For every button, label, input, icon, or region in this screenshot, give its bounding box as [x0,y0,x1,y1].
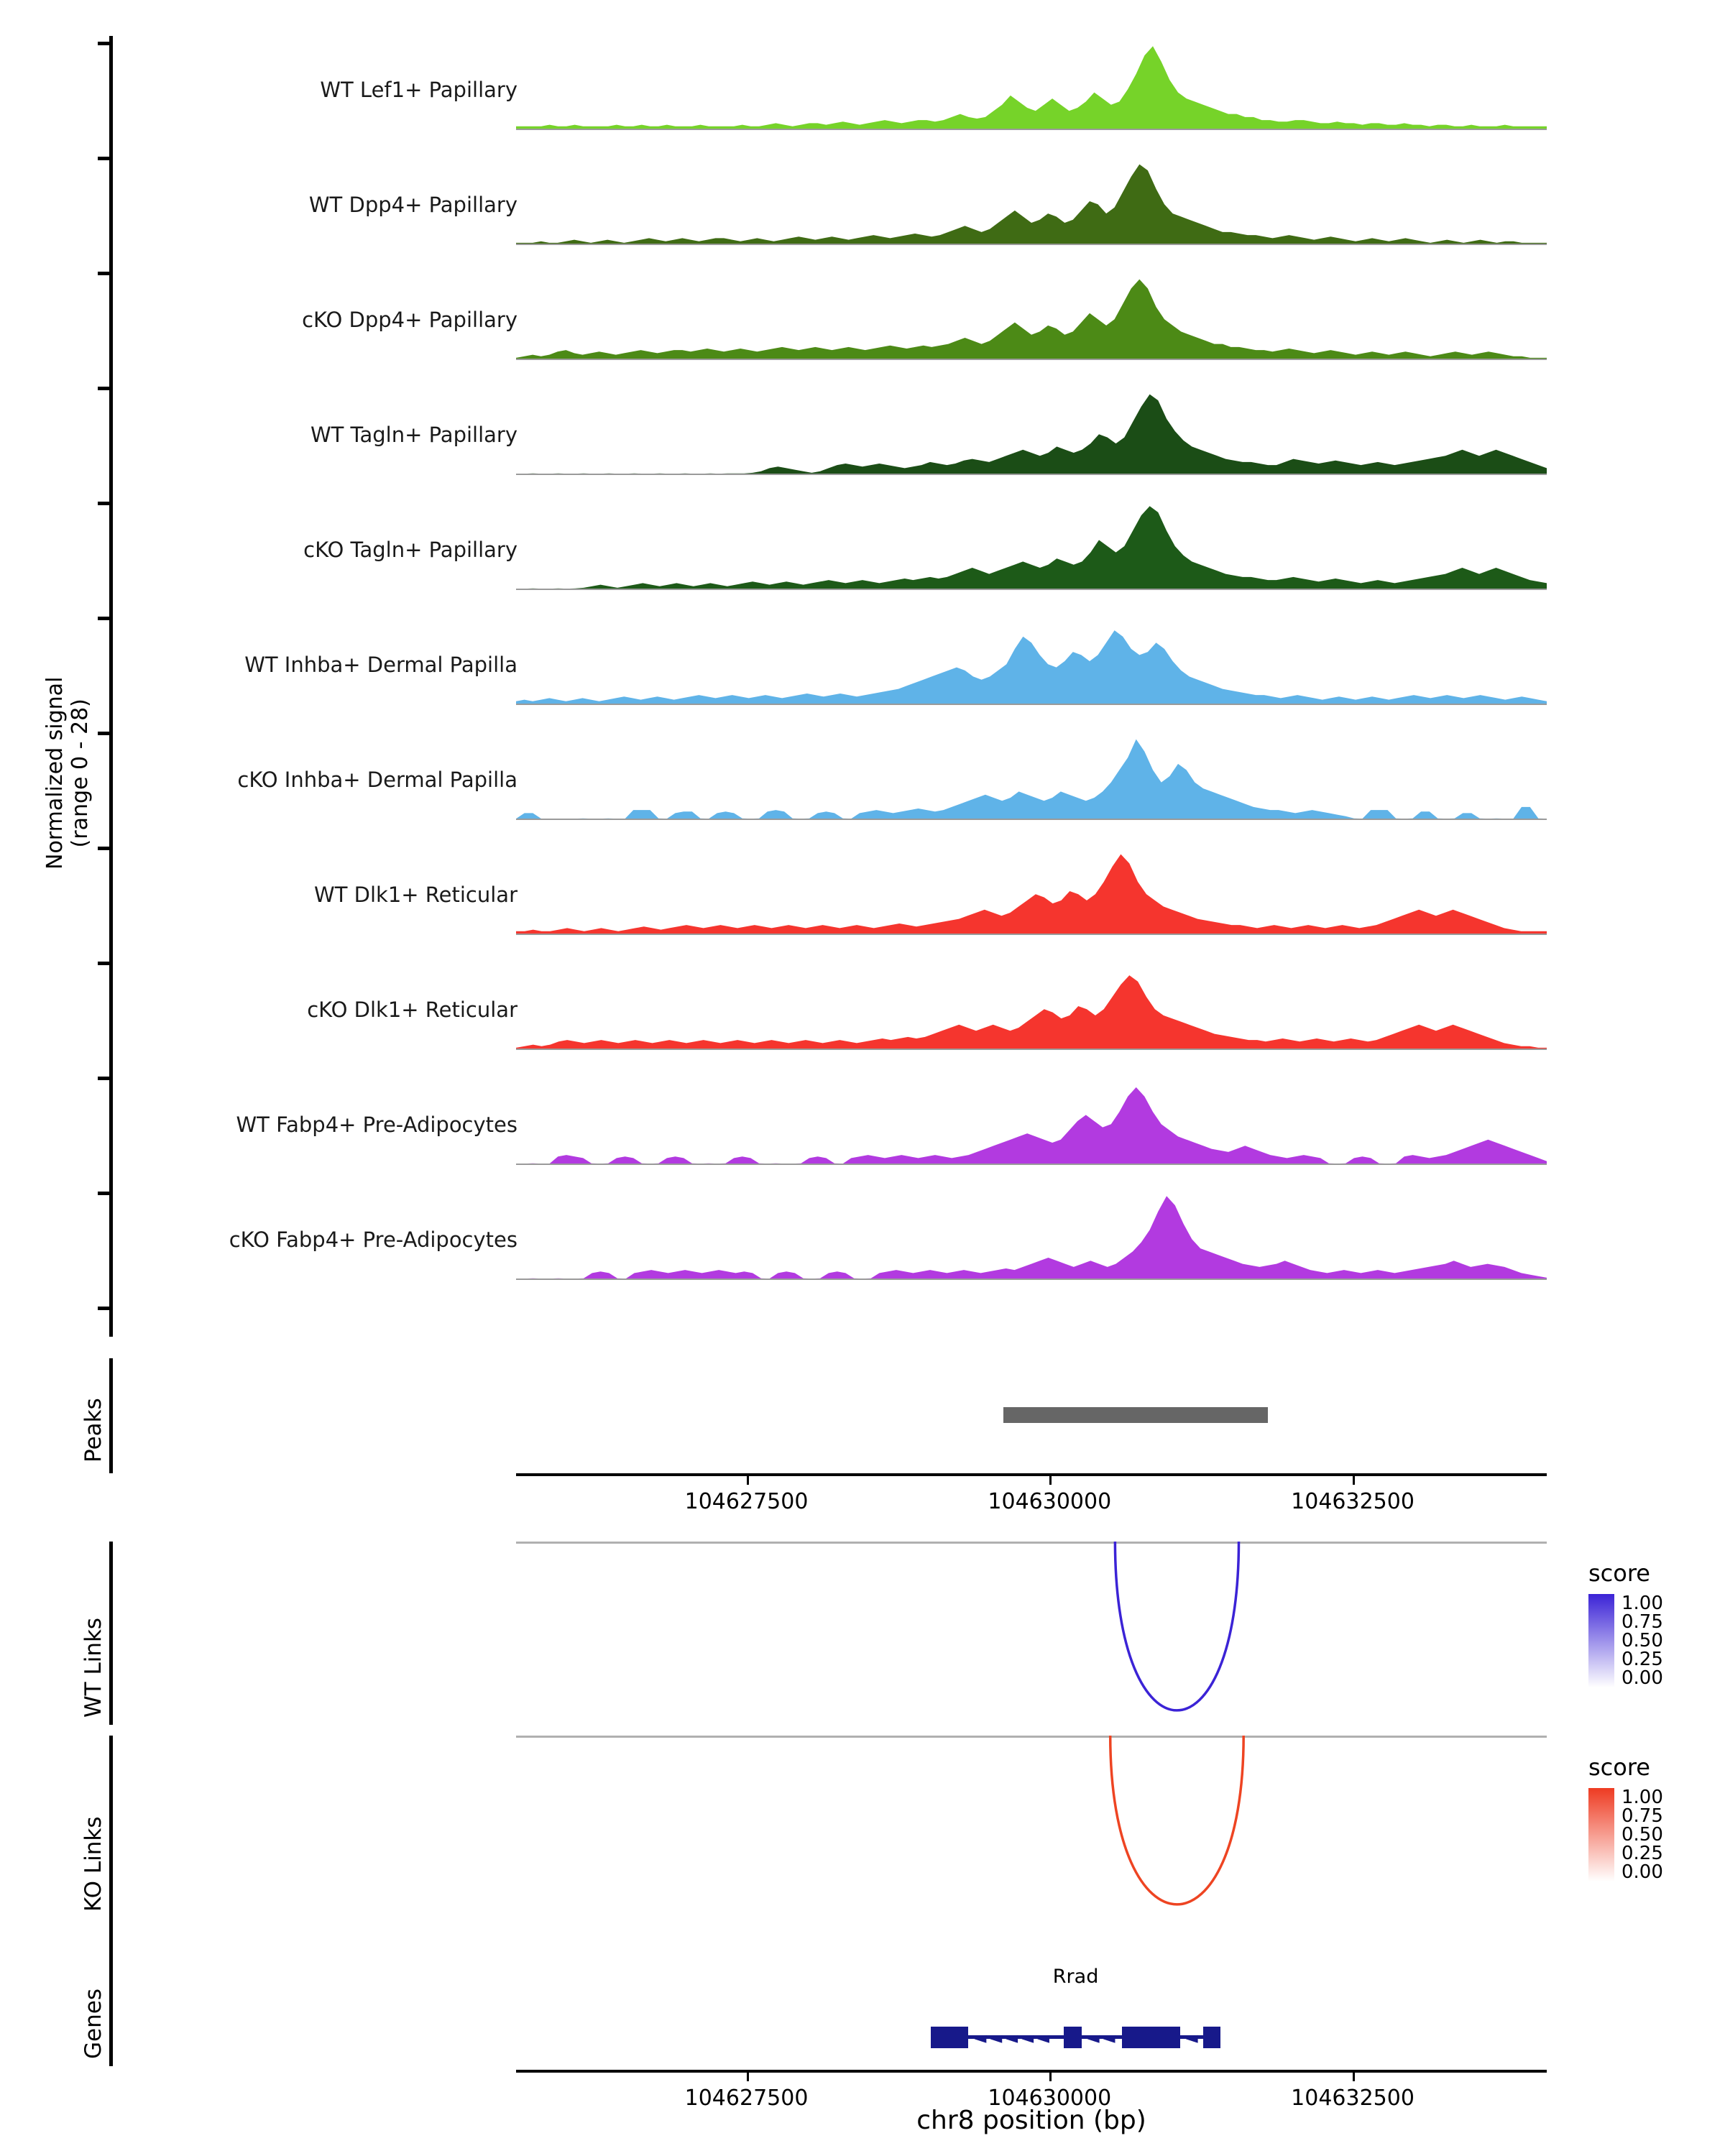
legend-tick: 0.00 [1622,1667,1663,1689]
track-signal [516,963,1547,1049]
wt-links-legend-title: score [1588,1560,1650,1587]
wt-links-legend [1588,1560,1725,1687]
coverage-track [0,1193,1725,1279]
track-label: cKO Fabp4+ Pre-Adipocytes [229,1227,518,1252]
wt-links-panel-label: WT Links [80,1617,106,1718]
track-baseline [516,359,1547,360]
genes-panel-label: Genes [80,1989,106,2059]
track-label: WT Fabp4+ Pre-Adipocytes [236,1112,518,1137]
track-baseline [516,1049,1547,1050]
legend-tick: 0.75 [1622,1611,1663,1633]
track-label: cKO Inhba+ Dermal Papilla [237,768,518,792]
track-label: WT Inhba+ Dermal Papilla [244,653,518,677]
x-axis-tick-label: 104627500 [684,2086,809,2111]
x-axis-tick [747,1476,749,1485]
x-axis-top-line [516,1473,1547,1476]
x-axis-tick-label: 104630000 [988,2086,1112,2111]
peaks-axis-bar [109,1358,113,1473]
gene-exon [1064,2027,1081,2048]
x-axis-tick [747,2073,749,2081]
track-label: cKO Dlk1+ Reticular [307,998,518,1022]
x-axis-top [0,1473,1725,1538]
track-baseline [516,244,1547,245]
x-axis-tick-label: 104627500 [684,1489,809,1514]
track-signal [516,388,1547,474]
ko-links-panel-label: KO Links [80,1816,106,1912]
track-signal [516,1193,1547,1279]
peak-bar [1003,1407,1268,1423]
track-baseline [516,819,1547,820]
coverage-track [0,503,1725,589]
wt-links-legend-ticks [1622,1594,1663,1687]
coverage-track [0,618,1725,704]
coverage-track [0,733,1725,819]
x-axis-bottom-line [516,2070,1547,2073]
track-label: cKO Tagln+ Papillary [303,538,518,562]
coverage-track [0,1078,1725,1164]
track-baseline [516,1164,1547,1165]
track-signal [516,848,1547,934]
y-axis-tick [98,1307,113,1310]
gene-exon [1203,2027,1220,2048]
coverage-track [0,963,1725,1049]
ko-links-axis-bar [109,1736,113,1919]
legend-tick: 1.00 [1622,1787,1663,1808]
legend-tick: 0.50 [1622,1630,1663,1651]
legend-tick: 0.25 [1622,1843,1663,1864]
genes-axis-bar [109,1915,113,2066]
wt-links-axis-bar [109,1542,113,1725]
x-axis-tick [1353,1476,1355,1485]
ko-links-panel [0,1732,1725,1926]
track-baseline [516,1279,1547,1280]
track-baseline [516,474,1547,475]
coverage-panel [0,29,1725,1351]
track-signal [516,158,1547,244]
gene-strand-arrow: ◄ [1185,2030,1202,2047]
ko-links-legend-gradient [1588,1788,1614,1881]
track-signal [516,43,1547,129]
ko-links-arcs [516,1736,1547,1915]
track-signal [516,273,1547,359]
track-baseline [516,934,1547,935]
legend-tick: 0.25 [1622,1649,1663,1670]
legend-tick: 0.50 [1622,1824,1663,1846]
y-axis-title-line2: (range 0 - 28) [67,699,93,848]
gene-exon [1122,2027,1180,2048]
coverage-track [0,848,1725,934]
coverage-track [0,273,1725,359]
track-label: cKO Dpp4+ Papillary [302,308,518,332]
wt-links-panel [0,1538,1725,1732]
x-axis-tick [1049,2073,1052,2081]
x-axis-tick [1353,2073,1355,2081]
coverage-track [0,388,1725,474]
legend-tick: 0.75 [1622,1805,1663,1827]
track-signal [516,618,1547,704]
legend-tick: 0.00 [1622,1861,1663,1883]
peaks-panel [0,1351,1725,1473]
x-axis-title: chr8 position (bp) [916,2106,1146,2135]
wt-links-arcs [516,1542,1547,1721]
coverage-track [0,158,1725,244]
track-baseline [516,589,1547,590]
ko-links-legend-ticks [1622,1788,1663,1881]
track-label: WT Lef1+ Papillary [320,78,518,102]
x-axis-tick-label: 104630000 [988,1489,1112,1514]
track-signal [516,1078,1547,1164]
x-axis-tick [1049,1476,1052,1485]
track-label: WT Tagln+ Papillary [310,423,518,447]
gene-strand-arrow: ◄◄◄◄◄ [974,2030,1054,2047]
gene-strand-arrow: ◄◄ [1087,2030,1119,2047]
x-axis-tick-label: 104632500 [1291,1489,1414,1514]
gene-exon [931,2027,968,2048]
track-signal [516,733,1547,819]
y-axis-title-line1: Normalized signal [42,676,68,870]
wt-links-legend-gradient [1588,1594,1614,1687]
legend-tick: 1.00 [1622,1593,1663,1614]
ko-links-legend-title: score [1588,1754,1650,1781]
track-label: WT Dpp4+ Papillary [308,193,518,217]
peaks-panel-label: Peaks [80,1398,106,1462]
gene-name-label: Rrad [1052,1966,1099,1988]
track-baseline [516,704,1547,705]
track-signal [516,503,1547,589]
track-label: WT Dlk1+ Reticular [314,883,518,907]
coverage-track [0,43,1725,129]
track-baseline [516,129,1547,130]
ko-links-legend [1588,1754,1725,1881]
x-axis-tick-label: 104632500 [1291,2086,1414,2111]
